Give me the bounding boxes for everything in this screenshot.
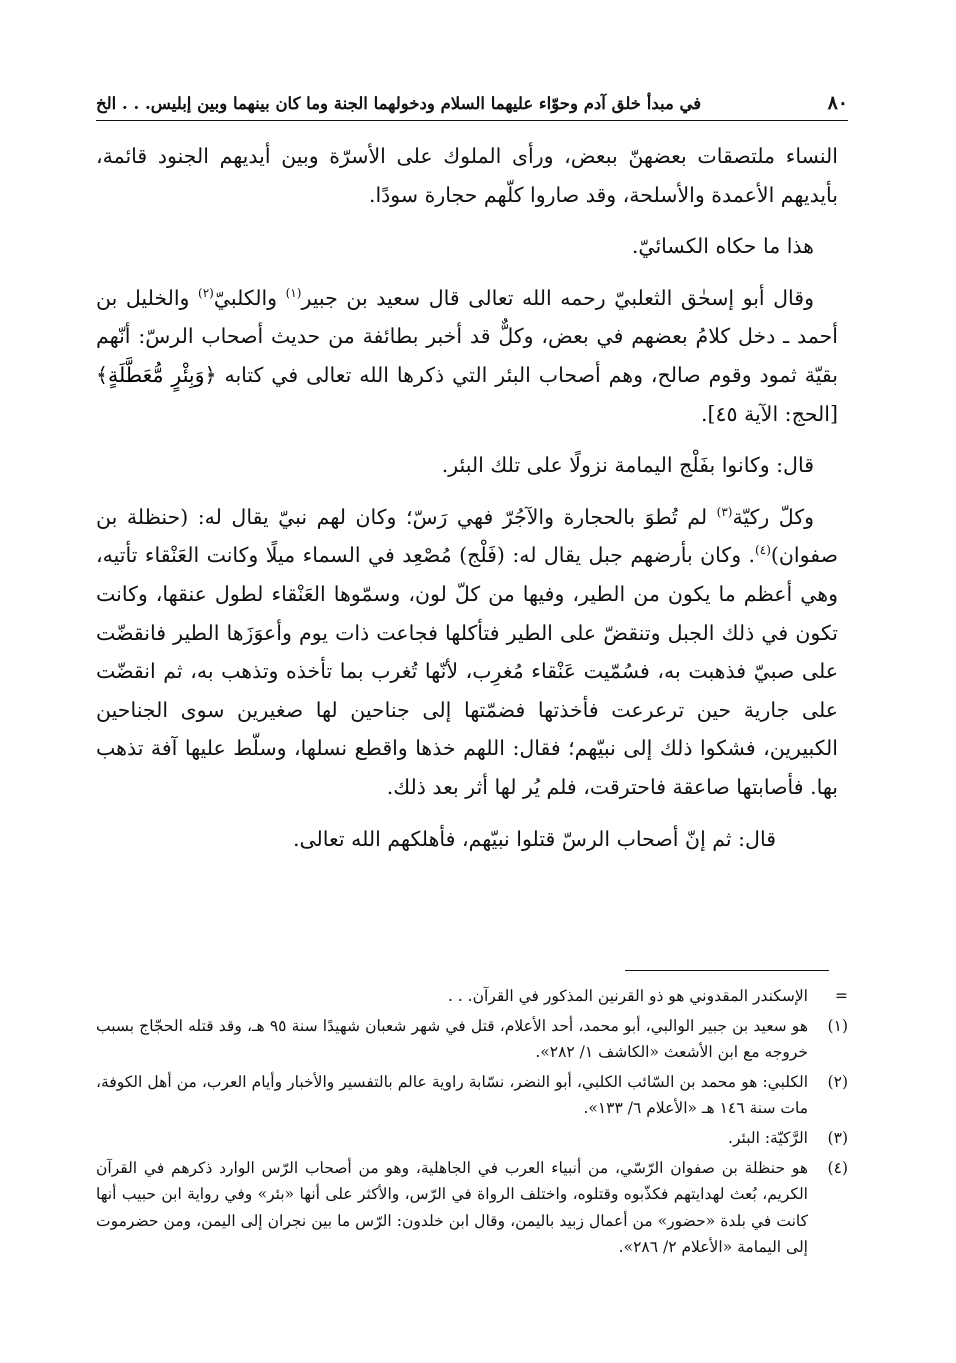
paragraph: قال: ثم إنّ أصحاب الرسّ قتلوا نبيّهم، فأهلكهم الله تعالى.: [292, 826, 776, 851]
paragraph-text: لم تُطوَ بالحجارة والآجُرّ فهي رَسّ؛ وكان لهم نبيّ يقال له: (حنظلة بن صفوان): [96, 504, 838, 568]
paragraph: [96, 498, 838, 807]
footnote-mark: (٤): [827, 1158, 848, 1177]
paragraph-text: والكلبيّ: [213, 285, 286, 310]
quran-verse: ﴿وَبِئْرٍ مُّعَطَّلَةٍ﴾: [96, 362, 217, 387]
footnote: [96, 1013, 848, 1066]
footnote: [96, 1125, 848, 1152]
paragraph: [96, 279, 838, 433]
paragraph: النساء ملتصقات بعضهنّ ببعض، ورأى الملوك على الأسرّة وبين أيديهم الجنود قائمة، بأيديهم الأعمدة والأسلحة، وقد صاروا كلّهم حجارة سودًا.: [96, 144, 838, 207]
page-header: [96, 86, 848, 121]
footnote-text: هو حنظلة بن صفوان الرّسّي، من أنبياء العرب في الجاهلية، وهو من أصحاب الرّس الوارد ذكرهم في القرآن الكريم، بُعث لهدايتهم فكذّبوه وقتلوه، واختلف الرواة في الرّس، والأكثر على أنها «بئر» وفي رواية ابن حبيب أنها كانت في بلدة «حضور» من أعمال زبيد باليمن، وقال ابن خلدون: الرّس ما بين نجران إلى اليمن، ومن حضرموت إلى اليمامة «الأعلام ٢/ ٢٨٦».: [96, 1158, 808, 1257]
footnote-mark: (٢): [827, 1072, 848, 1091]
footnote-separator: [625, 970, 829, 971]
page-number: ٨٠: [827, 92, 848, 114]
footnote-mark: (٣): [827, 1128, 848, 1147]
paragraph: قال: وكانوا بفَلْج اليمامة نزولًا على تلك البئر.: [441, 453, 814, 478]
paragraph: هذا ما حكاه الكسائيّ.: [631, 234, 814, 259]
footnote: [96, 983, 848, 1010]
footnote-text: الكلبي: هو محمد بن السّائب الكلبي، أبو النضر، نسّابة راوية عالم بالتفسير والأخبار وأيام العرب، من أهل الكوفة، مات سنة ١٤٦ هـ «الأعلام ٦/ ١٣٣».: [96, 1072, 808, 1118]
paragraph-text: وقال أبو إسحٰق الثعلبيّ رحمه الله تعالى قال سعيد بن جبير: [301, 285, 814, 310]
paragraph-text: . وكان بأرضهم جبل يقال له: (فَلْج) مُصْعِد في السماء ميلًا وكانت العَنْقاء تأتيه، وهي أعظم ما يكون من الطير، وفيها من كلّ لون، وسمّوها العَنْقاء لطول عنقها، وكانت تكون في ذلك الجبل وتنقضّ على الطير فتأكلها فجاعت ذات يوم وأعوَزَها الطير فانقضّت على صبيّ فذهبت به، فسُمّيت عَنْقاء مُغرِب، لأنّها تُغرب بما تأخذه وتذهب به، ثم انقضّت على جارية حين ترعرعت فأخذتها فضمّتها إلى جناحين لها صغيرين سوى الجناحين الكبيرين، فشكوا ذلك إلى نبيّهم؛ فقال: اللهم خذها واقطع نسلها، وسلّط عليها آفة تذهب بها. فأصابتها صاعقة فاحترقت، فلم يُر لها أثر بعد ذلك.: [96, 543, 838, 799]
verse-citation: [الحج: الآية ٤٥].: [701, 401, 838, 426]
footnote-mark: =: [835, 987, 848, 1005]
footnote-text: الرَّكيّة: البئر.: [728, 1128, 808, 1147]
footnote-text: الإسكندر المقدوني هو ذو القرنين المذكور في القرآن. . .: [447, 987, 808, 1005]
running-title: في مبدأ خلق آدم وحوّاء عليهما السلام ودخولهما الجنة وما كان بينهما وبين إبليس. . . الخ: [96, 93, 702, 113]
footnote-ref[interactable]: (١): [285, 285, 302, 300]
footnotes: [96, 983, 848, 1264]
footnote-ref[interactable]: (٣): [716, 504, 733, 519]
paragraph-text: والخليل بن أحمد ـ دخل كلامُ بعضهم في بعض، وكلٌّ قد أخبر بطائفة من حديث أصحاب الرسّ: أنّهم بقيّة ثمود وقوم صالح، وهم أصحاب البئر التي ذكرها الله تعالى في كتابه: [96, 285, 838, 387]
footnote-ref[interactable]: (٢): [198, 285, 214, 300]
main-text: [96, 137, 838, 858]
footnote: [96, 1069, 848, 1122]
paragraph-text: وكلّ ركيّة: [732, 504, 814, 529]
footnote-text: هو سعيد بن جبير الوالبي، أبو محمد، أحد الأعلام، قتل في شهر شعبان شهيدًا سنة ٩٥ هـ، وقد قتله الحجّاج بسبب خروجه مع ابن الأشعث «الكاشف ١/ ٢٨٢».: [96, 1016, 808, 1062]
footnote-mark: (١): [827, 1016, 848, 1035]
footnote-ref[interactable]: (٤): [755, 543, 771, 558]
footnote: [96, 1155, 848, 1261]
